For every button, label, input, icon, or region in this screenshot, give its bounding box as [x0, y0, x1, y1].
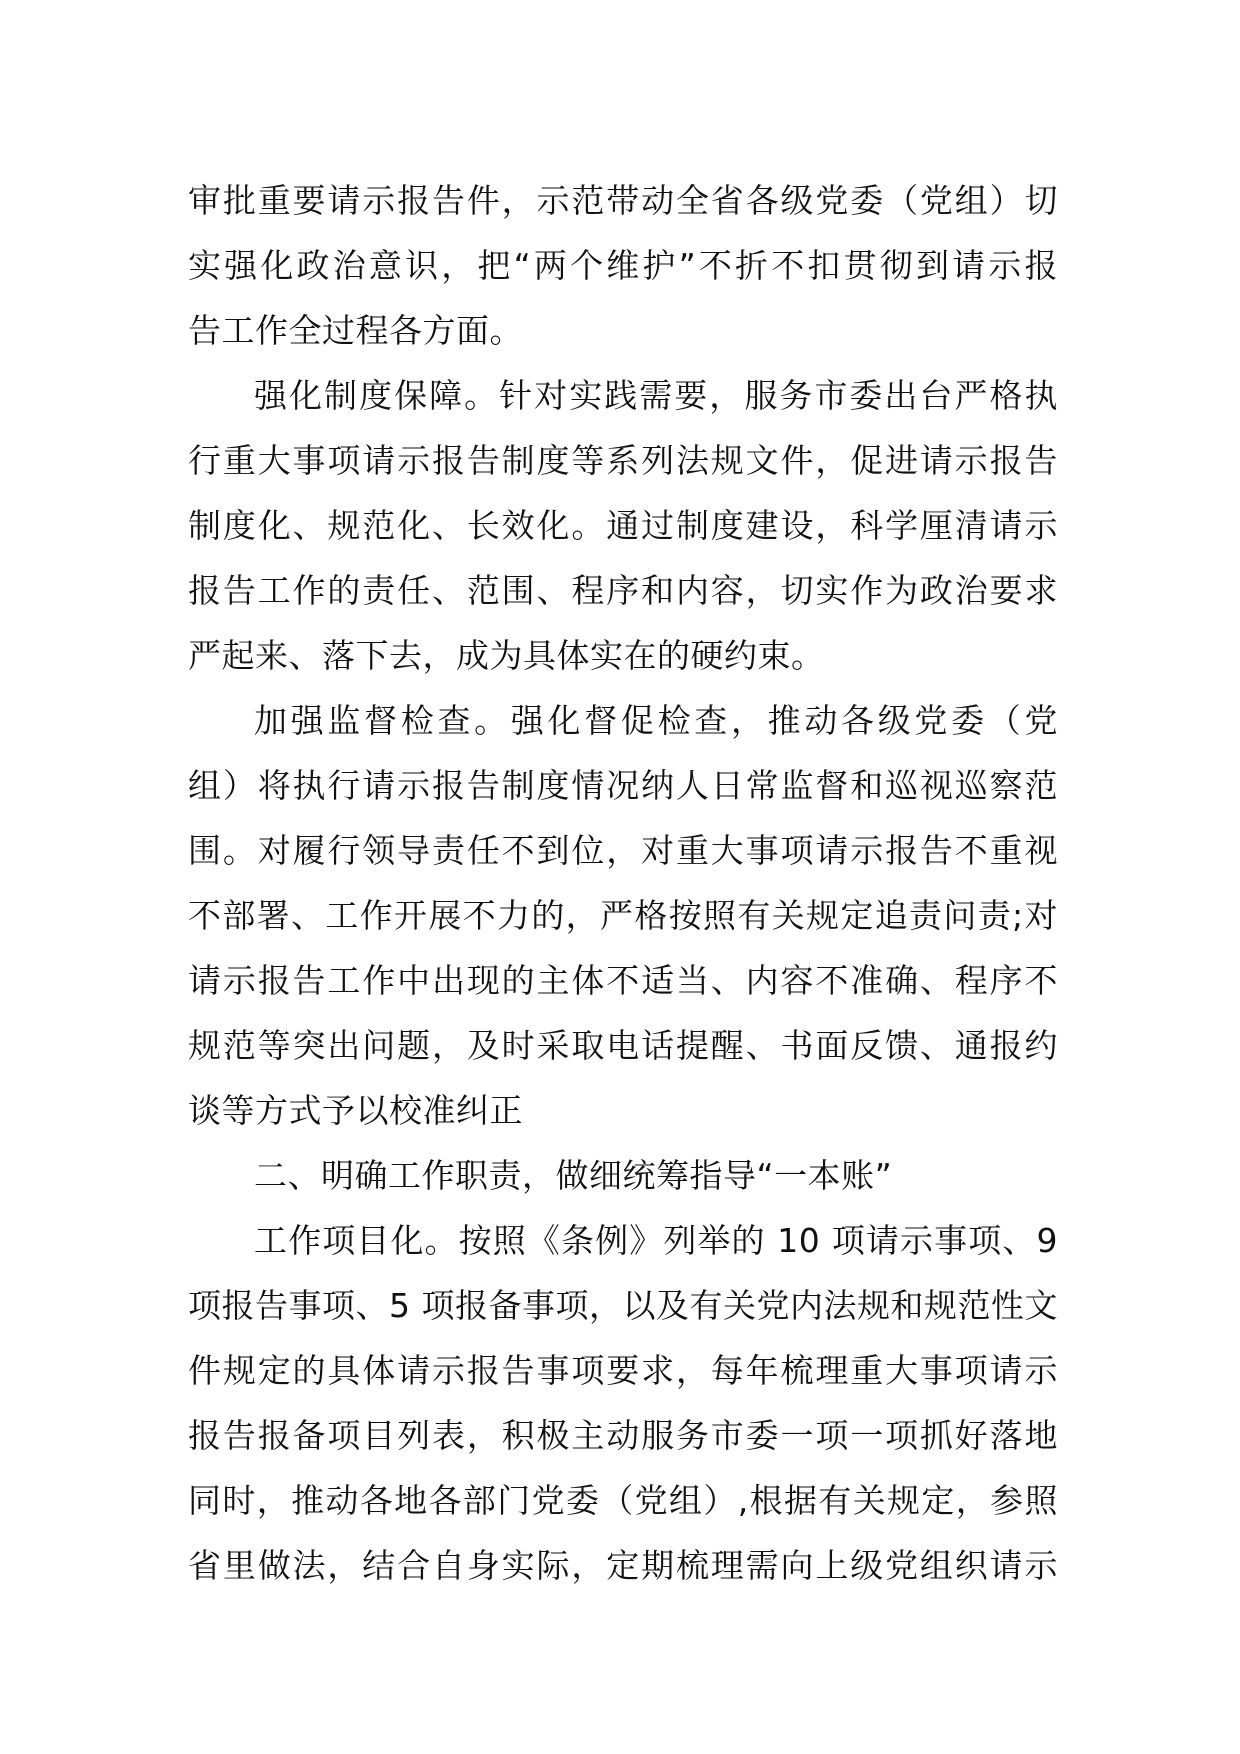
text-line: 组）将执行请示报告制度情况纳人日常监督和巡视巡察范	[188, 766, 1058, 805]
section-heading: 二、明确工作职责，做细统筹指导“一本账”	[254, 1156, 893, 1195]
document-body	[188, 168, 1058, 1598]
text-line: 报告报备项目列表，积极主动服务市委一项一项抓好落地	[188, 1416, 1058, 1455]
text-line: 制度化、规范化、长效化。通过制度建设，科学厘清请示	[188, 506, 1058, 545]
text-line: 严起来、落下去，成为具体实在的硬约束。	[188, 636, 825, 675]
text-line: 行重大事项请示报告制度等系列法规文件，促进请示报告	[188, 441, 1058, 480]
text-line: 告工作全过程各方面。	[188, 311, 523, 350]
paragraph-heading-line: 加强监督检查。强化督促检查，推动各级党委（党	[254, 701, 1058, 740]
text-line: 项报告事项、5 项报备事项，以及有关党内法规和规范性文	[188, 1286, 1058, 1325]
text-line: 实强化政治意识，把“两个维护”不折不扣贯彻到请示报	[188, 246, 1058, 285]
text-line: 同时，推动各地各部门党委（党组）,根据有关规定，参照	[188, 1481, 1058, 1520]
text-line: 件规定的具体请示报告事项要求，每年梳理重大事项请示	[188, 1351, 1058, 1390]
text-line: 不部署、工作开展不力的，严格按照有关规定追责问责;对	[188, 896, 1058, 935]
text-line: 报告工作的责任、范围、程序和内容，切实作为政治要求	[188, 571, 1058, 610]
text-line: 围。对履行领导责任不到位，对重大事项请示报告不重视	[188, 831, 1058, 870]
text-line: 审批重要请示报告件，示范带动全省各级党委（党组）切	[188, 181, 1058, 220]
text-line: 省里做法，结合自身实际，定期梳理需向上级党组织请示	[188, 1546, 1058, 1585]
paragraph-heading-line: 强化制度保障。针对实践需要，服务市委出台严格执	[254, 376, 1058, 415]
text-line: 谈等方式予以校准纠正	[188, 1091, 523, 1130]
paragraph-heading-line: 工作项目化。按照《条例》列举的 10 项请示事项、9	[254, 1221, 1058, 1260]
text-line: 请示报告工作中出现的主体不适当、内容不准确、程序不	[188, 961, 1058, 1000]
text-line: 规范等突出问题，及时采取电话提醒、书面反馈、通报约	[188, 1026, 1058, 1065]
